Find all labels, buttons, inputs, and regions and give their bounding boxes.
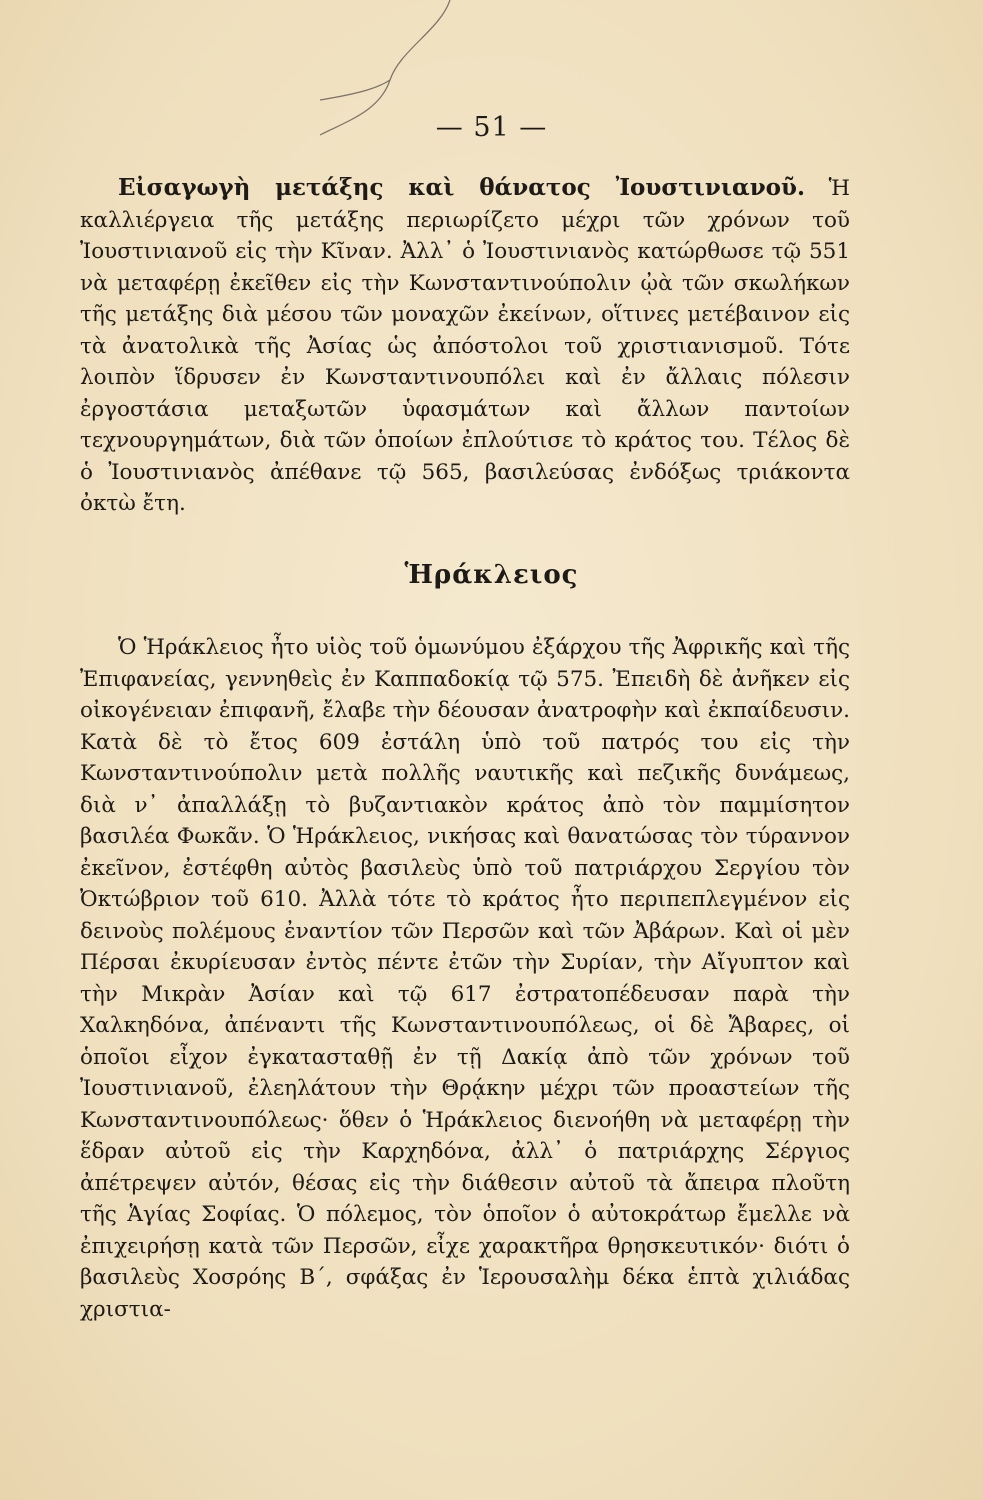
paragraph-text: Ἡ καλλιέργεια τῆς μετάξης περιωρίζετο μέχρι τῶν χρόνων τοῦ Ἰουστινιανοῦ εἰς τὴν Κῖναν. Ἀλλ᾽ ὁ Ἰουστινιανὸς κατώρθωσε τῷ 551 νὰ μεταφέρῃ ἐκεῖθεν εἰς τὴν Κωνσταντινούπολιν ᾠὰ τῶν σκωλήκων τῆς μετάξης διὰ μέσου τῶν μοναχῶν ἐκείνων, οἵτινες μετέβαινον εἰς τὰ ἀνατολικὰ τῆς Ἀσίας ὡς ἀπόστολοι τοῦ χριστιανισμοῦ. Τότε λοιπὸν ἵδρυσεν ἐν Κωνσταντινουπόλει καὶ ἐν ἄλλαις πόλεσιν ἐργοστάσια μεταξωτῶν ὑφασμάτων καὶ ἄλλων παντοίων τεχνουργημάτων, διὰ τῶν ὁποίων ἐπλούτισε τὸ κράτος του. Τέλος δὲ ὁ Ἰουστινιανὸς ἀπέθανε τῷ 565, βασιλεύσας ἐνδόξως τριάκοντα ὀκτὼ ἔτη. bbox=[80, 176, 850, 516]
paragraph-subtitle: Εἰσαγωγὴ μετάξης καὶ θάνατος Ἰουστινιανοῦ. bbox=[118, 174, 805, 201]
paragraph: Ὁ Ἡράκλειος ἦτο υἱὸς τοῦ ὁμωνύμου ἐξάρχου τῆς Ἀφρικῆς καὶ τῆς Ἐπιφανείας, γεννηθεὶς ἐν Καππαδοκίᾳ τῷ 575. Ἐπειδὴ δὲ ἀνῆκεν εἰς οἰκογένειαν ἐπιφανῆ, ἔλαβε τὴν δέουσαν ἀνατροφὴν καὶ ἐκπαίδευσιν. Κατὰ δὲ τὸ ἔτος 609 ἐστάλη ὑπὸ τοῦ πατρός του εἰς τὴν Κωνσταντινούπολιν μετὰ πολλῆς ναυτικῆς καὶ πεζικῆς δυνάμεως, διὰ ν᾽ ἀπαλλάξῃ τὸ βυζαντιακὸν κράτος ἀπὸ τὸν παμμίσητον βασιλέα Φωκᾶν. Ὁ Ἡράκλειος, νικήσας καὶ θανατώσας τὸν τύραννον ἐκεῖνον, ἐστέφθη αὐτὸς βασιλεὺς ὑπὸ τοῦ πατριάρχου Σεργίου τὸν Ὀκτώβριον τοῦ 610. Ἀλλὰ τότε τὸ κράτος ἦτο περιπεπλεγμένον εἰς δεινοὺς πολέμους ἐναντίον τῶν Περσῶν καὶ τῶν Ἀβάρων. Καὶ οἱ μὲν Πέρσαι ἐκυρίευσαν ἐντὸς πέντε ἐτῶν τὴν Συρίαν, τὴν Αἴγυπτον καὶ τὴν Μικρὰν Ἀσίαν καὶ τῷ 617 ἐστρατοπέδευσαν παρὰ τὴν Χαλκηδόνα, ἀπέναντι τῆς Κωνσταντινουπόλεως, οἱ δὲ Ἄβαρες, οἱ ὁποῖοι εἶχον ἐγκατασταθῇ ἐν τῇ Δακίᾳ ἀπὸ τῶν χρόνων τοῦ Ἰουστινιανοῦ, ἐλεηλάτουν τὴν Θρᾴκην μέχρι τῶν προαστείων τῆς Κωνσταντινουπόλεως· ὅθεν ὁ Ἡράκλειος διενοήθη νὰ μεταφέρῃ τὴν ἕδραν αὐτοῦ εἰς τὴν Καρχηδόνα, ἀλλ᾽ ὁ πατριάρχης Σέργιος ἀπέτρεψεν αὐτόν, θέσας εἰς τὴν διάθεσιν αὐτοῦ τὰ ἄπειρα πλοῦτη τῆς Ἁγίας Σοφίας. Ὁ πόλεμος, τὸν ὁποῖον ὁ αὐτοκράτωρ ἔμελλε νὰ ἐπιχειρήσῃ κατὰ τῶν Περσῶν, εἶχε χαρακτῆρα θρησκευτικόν· διότι ὁ βασιλεὺς Χοσρόης Β΄, σφάξας ἐν Ἱερουσαλὴμ δέκα ἑπτὰ χιλιάδας χριστια- bbox=[80, 635, 850, 1322]
section-heading: Ἡράκλειος bbox=[404, 560, 579, 590]
section-silk-and-justinian-death bbox=[80, 172, 850, 520]
page-number: — 51 — bbox=[435, 112, 548, 143]
pencil-scribble-mark bbox=[280, 0, 480, 200]
paragraph bbox=[80, 172, 850, 520]
section-heraclius bbox=[80, 632, 850, 1325]
